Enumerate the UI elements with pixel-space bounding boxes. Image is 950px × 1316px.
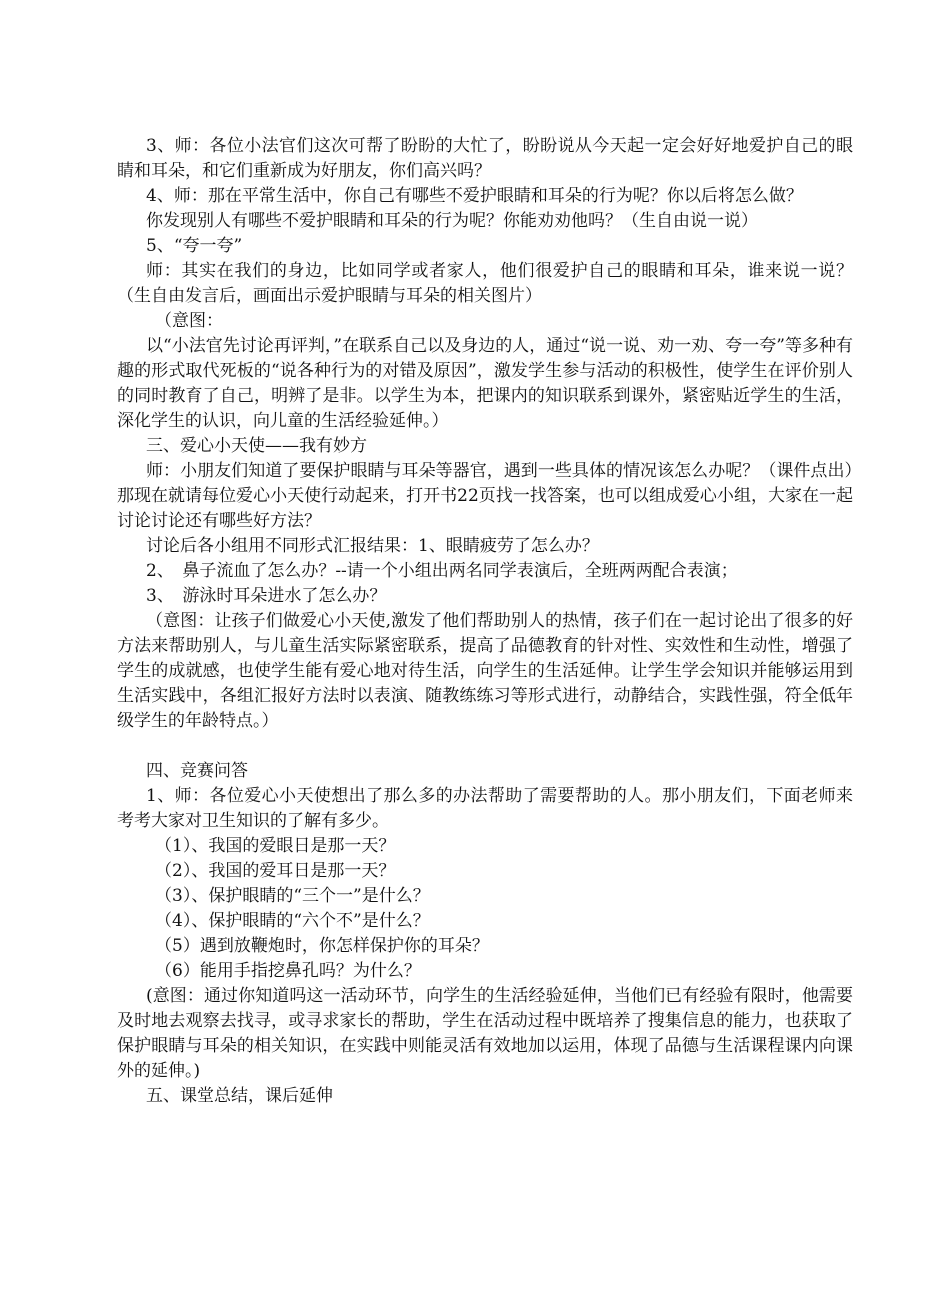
quiz-question-6: （6）能用手指挖鼻孔吗？为什么？ [155,961,421,981]
section-heading-5: 五、课堂总结，课后延伸 [146,1086,333,1106]
paragraph-intent-1: 以“小法官先讨论再评判，”在联系自己以及身边的人，通过“说一说、劝一劝、夸一夸”等多种有趣的形式取代死板的“说各种行为的对错及原因”，激发学生参与活动的积极性，使学生在评价别人的同时教育了自己，明辨了是非。以学生为本，把课内的知识联系到课外，紧密贴近学生的生活，深化学生的认识，向儿童的生活经验延伸。） [117,336,853,431]
paragraph-teacher-4: 4、师：那在平常生活中，你自己有哪些不爱护眼睛和耳朵的行为呢？你以后将怎么做？ [146,186,803,206]
quiz-question-3: （3）、保护眼睛的“三个一”是什么？ [155,886,430,906]
paragraph-section-3-teacher: 师：小朋友们知道了要保护眼睛与耳朵等器官，遇到一些具体的情况该怎么办呢？（课件点出）那现在就请每位爱心小天使行动起来，打开书22页找一找答案，也可以组成爱心小组，大家在一起讨论讨论还有哪些好方法？ [117,461,853,531]
section-heading-3: 三、爱心小天使——我有妙方 [146,436,367,456]
quiz-question-1: （1）、我国的爱眼日是那一天？ [155,836,396,856]
paragraph-praise-teacher: 师：其实在我们的身边，比如同学或者家人，他们很爱护自己的眼睛和耳朵，谁来说一说？（生自由发言后，画面出示爱护眼睛与耳朵的相关图片） [117,261,853,306]
paragraph-intent-2: （意图：让孩子们做爱心小天使,激发了他们帮助别人的热情，孩子们在一起讨论出了很多的好方法来帮助别人，与儿童生活实际紧密联系，提高了品德教育的针对性、实效性和生动性，增强了学生的成就感，也使学生能有爱心地对待生活，向学生的生活延伸。让学生学会知识并能够运用到生活实践中，各组汇报好方法时以表演、随教练练习等形式进行，动静结合，实践性强，符全低年级学生的年龄特点。） [117,611,853,731]
section-heading-4: 四、竞赛问答 [146,761,248,781]
paragraph-intent-3: (意图：通过你知道吗这一活动环节，向学生的生活经验延伸，当他们已有经验有限时，他需要及时地去观察去找寻，或寻求家长的帮助，学生在活动过程中既培养了搜集信息的能力，也获取了保护眼睛与耳朵的相关知识，在实践中则能灵活有效地加以运用，体现了品德与生活课程课内向课外的延伸。) [117,986,853,1081]
paragraph-discussion-3: 3、 游泳时耳朵进水了怎么办？ [146,586,387,606]
paragraph-teacher-3: 3、师：各位小法官们这次可帮了盼盼的大忙了，盼盼说从今天起一定会好好地爱护自己的眼睛和耳朵，和它们重新成为好朋友，你们高兴吗？ [117,136,853,181]
document-page [117,134,853,1109]
paragraph-discussion-2: 2、 鼻子流血了怎么办？--请一个小组出两名同学表演后，全班两两配合表演； [146,561,738,581]
paragraph-intent-label: （意图： [155,311,223,331]
paragraph-discussion-1: 讨论后各小组用不同形式汇报结果：1、眼睛疲劳了怎么办？ [146,536,599,556]
paragraph-quiz-intro: 1、师：各位爱心小天使想出了那么多的办法帮助了需要帮助的人。那小朋友们，下面老师来考考大家对卫生知识的了解有多少。 [117,786,853,831]
quiz-question-5: （5）遇到放鞭炮时，你怎样保护你的耳朵？ [155,936,489,956]
paragraph-praise-heading: 5、“夸一夸” [146,236,243,256]
quiz-question-2: （2）、我国的爱耳日是那一天？ [155,861,396,881]
paragraph-others-behavior: 你发现别人有哪些不爱护眼睛和耳朵的行为呢？你能劝劝他吗？（生自由说一说） [146,211,758,231]
quiz-question-4: （4）、保护眼睛的“六个不”是什么？ [155,911,430,931]
